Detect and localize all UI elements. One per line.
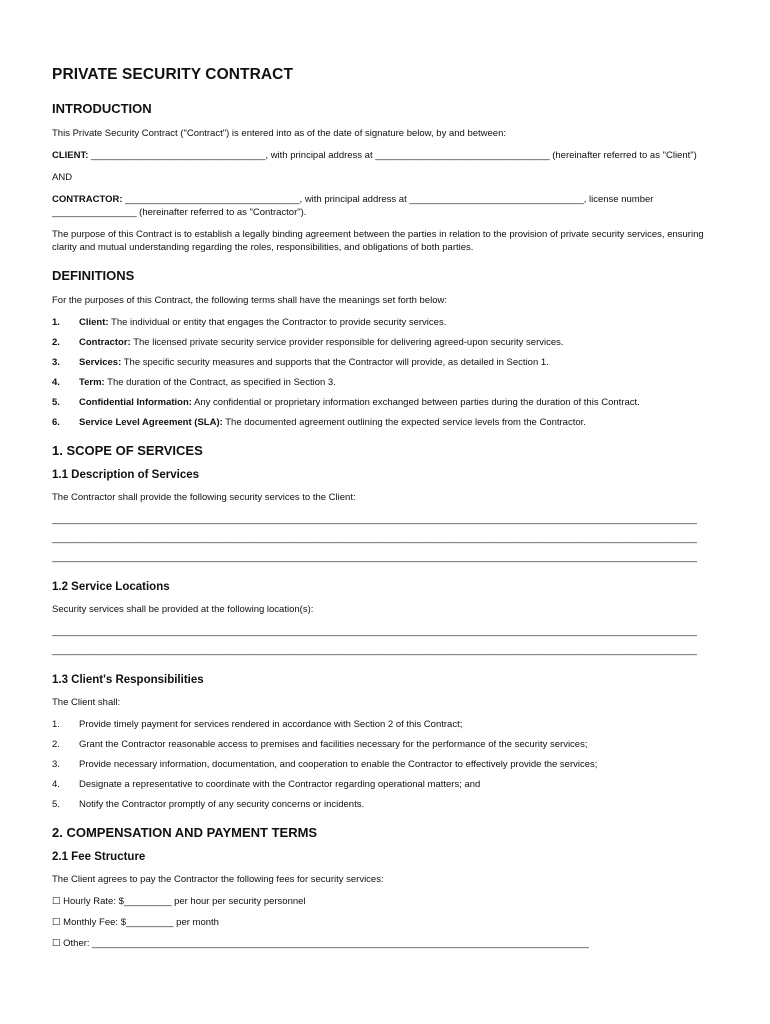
list-number: 2.: [52, 739, 60, 750]
and-text: AND: [52, 172, 73, 183]
checkbox-monthly-fee[interactable]: ☐ Monthly Fee: $_________ per month: [52, 917, 219, 928]
list-item: [52, 778, 718, 791]
description-lead: The Contractor shall provide the following security services to the Client:: [52, 492, 356, 503]
contractor-label: CONTRACTOR:: [52, 194, 123, 205]
list-item: [52, 396, 718, 409]
list-number: 2.: [52, 337, 60, 348]
client-clause: [52, 149, 718, 162]
checkbox-other[interactable]: ☐ Other: ______________________________________________________________________________________________: [52, 938, 589, 949]
definition-text: Any confidential or proprietary information exchanged between parties during the duration of this Contract.: [191, 397, 640, 408]
definition-text: The duration of the Contract, as specified in Section 3.: [104, 377, 336, 388]
list-item: [52, 316, 718, 329]
list-number: 3.: [52, 759, 60, 770]
fill-in-line[interactable]: ____________________________________________________________________________________________________________________________________: [52, 645, 697, 656]
checkbox-hourly-rate[interactable]: ☐ Hourly Rate: $_________ per hour per security personnel: [52, 896, 306, 907]
list-number: 1.: [52, 719, 60, 730]
section-heading-scope: 1. SCOPE OF SERVICES: [52, 443, 203, 458]
client-label: CLIENT:: [52, 150, 89, 161]
definition-term: Contractor:: [79, 337, 131, 348]
section-heading-definitions: DEFINITIONS: [52, 268, 135, 283]
definition-text: The licensed private security service provider responsible for delivering agreed-upon security services.: [130, 337, 564, 348]
fee-lead: The Client agrees to pay the Contractor the following fees for security services:: [52, 874, 384, 885]
fill-in-line[interactable]: ____________________________________________________________________________________________________________________________________: [52, 514, 697, 525]
subheading-description: 1.1 Description of Services: [52, 469, 200, 481]
list-item: [52, 758, 718, 771]
list-item: [52, 416, 718, 429]
fill-in-line[interactable]: ____________________________________________________________________________________________________________________________________: [52, 552, 697, 563]
responsibilities-lead: The Client shall:: [52, 697, 121, 708]
purpose-paragraph: The purpose of this Contract is to establish a legally binding agreement between the parties in relation to the provision of private security services, ensuring clarity and mutual understanding regarding the roles, responsibilities, and obligations of both parties.: [52, 229, 704, 253]
definition-text: The specific security measures and supports that the Contractor will provide, as detailed in Section 1.: [121, 357, 549, 368]
document-title: PRIVATE SECURITY CONTRACT: [52, 66, 294, 83]
list-item: [52, 718, 718, 731]
section-heading-introduction: INTRODUCTION: [52, 101, 152, 116]
definition-text: The individual or entity that engages the Contractor to provide security services.: [108, 317, 447, 328]
definition-text: The documented agreement outlining the expected service levels from the Contractor.: [222, 417, 586, 428]
subheading-fee-structure: 2.1 Fee Structure: [52, 851, 146, 863]
responsibilities-list: [52, 718, 718, 811]
list-item: [52, 738, 718, 751]
list-item: [52, 336, 718, 349]
contractor-clause: [52, 193, 718, 219]
list-number: 6.: [52, 417, 60, 428]
list-item-text: Provide timely payment for services rendered in accordance with Section 2 of this Contract;: [79, 719, 463, 730]
list-item-text: Designate a representative to coordinate with the Contractor regarding operational matters; and: [79, 779, 481, 790]
section-heading-compensation: 2. COMPENSATION AND PAYMENT TERMS: [52, 825, 318, 840]
list-item-text: Notify the Contractor promptly of any security concerns or incidents.: [79, 799, 365, 810]
list-number: 4.: [52, 377, 60, 388]
definition-term: Service Level Agreement (SLA):: [79, 417, 223, 428]
list-item: [52, 798, 718, 811]
list-item-text: Provide necessary information, documentation, and cooperation to enable the Contractor to effectively provide the services;: [79, 759, 598, 770]
intro-paragraph: This Private Security Contract ("Contract") is entered into as of the date of signature below, by and between:: [52, 128, 507, 139]
list-item: [52, 356, 718, 369]
list-number: 4.: [52, 779, 60, 790]
list-number: 3.: [52, 357, 60, 368]
client-text: _________________________________, with principal address at _________________________________ (hereinafter referred to as "Client"): [88, 150, 697, 161]
list-item-text: Grant the Contractor reasonable access to premises and facilities necessary for the performance of the security services;: [79, 739, 588, 750]
definitions-list: [52, 316, 718, 429]
list-number: 5.: [52, 397, 60, 408]
definition-term: Client:: [79, 317, 109, 328]
definition-term: Term:: [79, 377, 105, 388]
subheading-responsibilities: 1.3 Client's Responsibilities: [52, 674, 204, 686]
fill-in-line[interactable]: ____________________________________________________________________________________________________________________________________: [52, 533, 697, 544]
locations-lead: Security services shall be provided at the following location(s):: [52, 604, 314, 615]
list-item: [52, 376, 718, 389]
fill-in-line[interactable]: ____________________________________________________________________________________________________________________________________: [52, 626, 697, 637]
contractor-text: _________________________________, with principal address at _________________________________, license number ________________ (hereinafter referred to as "Contractor").: [52, 194, 654, 218]
list-number: 1.: [52, 317, 60, 328]
definition-term: Confidential Information:: [79, 397, 192, 408]
list-number: 5.: [52, 799, 60, 810]
subheading-locations: 1.2 Service Locations: [52, 581, 170, 593]
definition-term: Services:: [79, 357, 122, 368]
definitions-lead: For the purposes of this Contract, the following terms shall have the meanings set forth below:: [52, 295, 447, 306]
